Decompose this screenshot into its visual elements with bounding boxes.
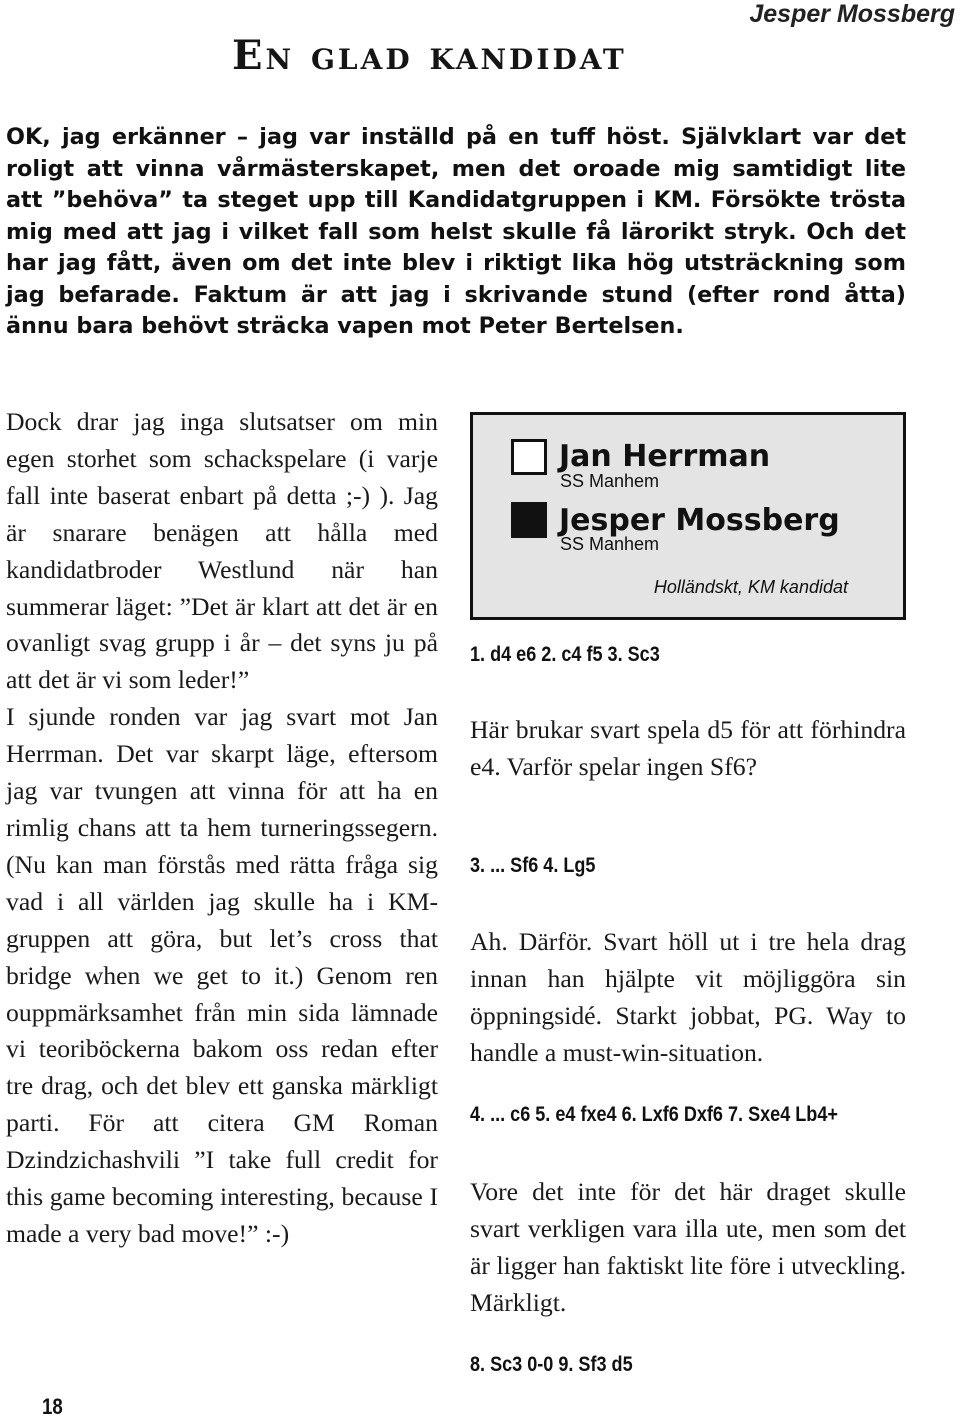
black-player-club: SS Manhem xyxy=(560,534,660,554)
article-title: En glad kandidat xyxy=(232,32,627,79)
move-comment: Här brukar svart spela d5 för att förhindra e4. Varför spelar ingen Sf6? xyxy=(470,715,906,781)
author-name: Jesper Mossberg xyxy=(749,0,955,28)
body-paragraph: I sjunde ronden var jag svart mot Jan Herrman. Det var skarpt läge, eftersom jag var tvungen att vinna för att ha en rimlig chans att ta hem turneringssegern. (Nu kan man förstås med rätta fråga sig vad i all världen jag skulle ha i KM-gruppen att göra, but let’s cross that bridge when we get to it.) Genom ren ouppmärksamhet från min sida lämnade vi teoriböckerna bakom oss redan efter tre drag, och det blev ett ganska märkligt parti. För att citera GM Roman Dzindzichashvili ”I take full credit for this game becoming interesting, because I made a very bad move!” :-) xyxy=(6,702,438,1248)
move-comment: Ah. Därför. Svart höll ut i tre hela drag innan han hjälpte vit möjliggöra sin öppningsidé. Starkt jobbat, PG. Way to handle a must-win-situation. xyxy=(470,927,906,1067)
move-sequence: 3. ... Sf6 4. Lg5 xyxy=(470,854,596,877)
move-sequence: 8. Sc3 0-0 9. Sf3 d5 xyxy=(470,1353,633,1376)
black-player-name: Jesper Mossberg xyxy=(559,503,840,538)
move-sequence: 4. ... c6 5. e4 fxe4 6. Lxf6 Dxf6 7. Sxe4 Lb4+ xyxy=(470,1103,838,1126)
white-player-club: SS Manhem xyxy=(560,471,660,491)
left-column xyxy=(6,404,438,1253)
lead-paragraph: OK, jag erkänner – jag var inställd på en tuff höst. Självklart var det roligt att vinna vårmästerskapet, men det oroade mig samtidigt lite att ”behöva” ta steget upp till Kandidatgruppen i KM. Försökte trösta mig med att jag i vilket fall som helst skulle få lärorikt stryk. Och det har jag fått, även om det inte blev i riktigt lika hög utsträckning som jag befarade. Faktum är att jag i skrivande stund (efter rond åtta) ännu bara behövt sträcka vapen mot Peter Bertelsen. xyxy=(6,124,906,339)
game-header-box xyxy=(470,412,906,620)
move-comment: Vore det inte för det här draget skulle svart verkligen vara illa ute, men som det är ligger han faktiskt lite före i utveckling. Märkligt. xyxy=(470,1177,906,1317)
page-number: 18 xyxy=(42,1394,63,1419)
move-sequence: 1. d4 e6 2. c4 f5 3. Sc3 xyxy=(470,643,660,666)
black-square-icon xyxy=(511,502,547,538)
white-player-name: Jan Herrman xyxy=(559,439,771,474)
body-paragraph: Dock drar jag inga slutsatser om min egen storhet som schackspelare (i varje fall inte baserat enbart på detta ;-) ). Jag är snarare benägen att hålla med kandidatbroder Westlund när han summerar läget: ”Det är klart att det är en ovanligt svag grupp i år – det syns ju på att det är vi som leder!” xyxy=(6,407,438,695)
white-square-icon xyxy=(511,439,547,475)
opening-name: Holländskt, KM kandidat xyxy=(653,577,848,597)
